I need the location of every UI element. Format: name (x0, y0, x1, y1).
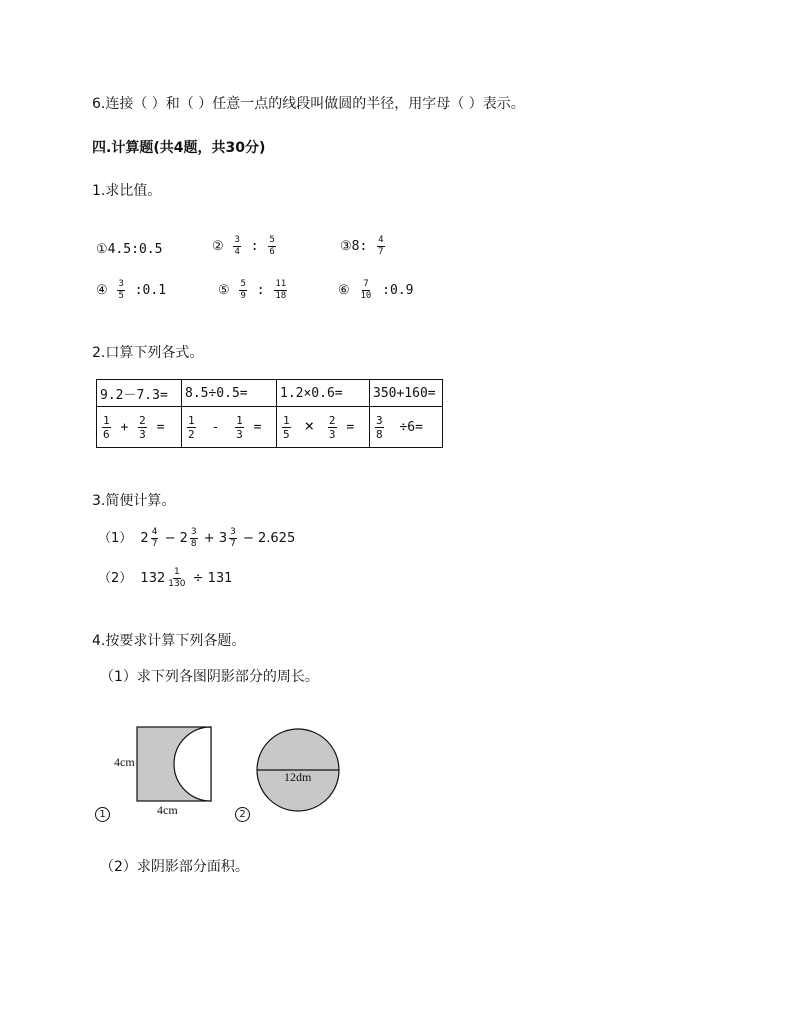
table-cell (97, 407, 182, 448)
whole-number: 2 (179, 531, 188, 546)
fraction: $\frac{1}{130}$ (168, 567, 186, 589)
ratio-item-6 (338, 280, 413, 301)
problem-4-title: 4.按要求计算下列各题。 (92, 633, 246, 649)
operator: + (203, 531, 215, 546)
equals-sign: = (253, 419, 262, 435)
circled-number: 2 (235, 807, 250, 822)
expression-tail: − 2.625 (242, 531, 296, 546)
table-row (97, 407, 443, 448)
fraction: $\frac{1}{3}$ (236, 413, 243, 441)
table-cell (277, 407, 370, 448)
section-4-title: 四.计算题(共4题，共30分) (92, 140, 266, 156)
table-cell (182, 407, 277, 448)
ratio-item-2 (212, 236, 278, 257)
question-6-number: 6. (92, 96, 106, 112)
figure-1-side-label: 4cm (114, 755, 135, 769)
fraction: $\frac{7}{10}$ (360, 279, 372, 301)
table-cell: 9.2－7.3= (97, 380, 182, 407)
ratio-item-4 (96, 280, 166, 301)
mental-math-table (96, 379, 443, 448)
problem-4-sub-1: （1）求下列各图阴影部分的周长。 (100, 669, 319, 685)
figure-2-mark (235, 806, 253, 822)
item-mark: ⑤ (218, 283, 230, 298)
figure-2-diameter-label: 12dm (284, 770, 312, 784)
ratio-expression: 4.5:0.5 (107, 242, 163, 257)
fraction: $\frac{4}{7}$ (151, 527, 158, 549)
item-mark: ③ (340, 239, 352, 254)
fraction: $\frac{5}{6}$ (269, 235, 275, 257)
problem-4-sub-2: （2）求阴影部分面积。 (100, 859, 249, 875)
ratio-suffix: :0.1 (134, 283, 167, 298)
problem-3-title: 3.简便计算。 (92, 493, 176, 509)
circled-number: 1 (95, 807, 110, 822)
fraction: $\frac{3}{8}$ (376, 413, 383, 441)
whole-number: 132 (140, 571, 166, 586)
operator: + (120, 419, 129, 435)
item-mark: ② (212, 239, 224, 254)
problem-1-title: 1.求比值。 (92, 183, 162, 199)
problem-2-title: 2.口算下列各式。 (92, 345, 204, 361)
expression-tail: ÷ 131 (192, 571, 233, 586)
equals-sign: = (156, 419, 165, 435)
simplify-expression-2 (98, 567, 232, 589)
ratio-suffix: :0.9 (382, 283, 414, 298)
division-tail: ÷6= (399, 419, 423, 435)
table-cell: 8.5÷0.5= (182, 380, 277, 407)
ratio-sign: : (250, 239, 259, 254)
ratio-item-5 (218, 280, 289, 301)
question-6 (92, 93, 525, 113)
fraction: $\frac{3}{7}$ (230, 527, 236, 549)
table-cell: 350+160= (370, 380, 443, 407)
fraction: $\frac{3}{4}$ (234, 235, 240, 257)
ratio-sign: : (256, 283, 265, 298)
operator: × (304, 415, 315, 435)
whole-number: 3 (218, 531, 228, 546)
fraction: $\frac{5}{9}$ (240, 279, 246, 301)
whole-number: 2 (140, 531, 149, 546)
table-row (97, 380, 443, 407)
expression-label: （1） (98, 531, 133, 546)
fraction: $\frac{2}{3}$ (328, 413, 336, 441)
simplify-expression-1 (98, 527, 295, 549)
item-mark: ① (96, 242, 108, 257)
operator: - (211, 419, 220, 435)
ratio-item-3 (340, 236, 387, 257)
fraction: $\frac{1}{6}$ (103, 413, 110, 441)
operator: − (164, 531, 176, 546)
item-mark: ⑥ (338, 283, 350, 298)
ratio-item-1 (96, 242, 162, 257)
expression-label: （2） (98, 571, 133, 586)
fraction: $\frac{3}{8}$ (190, 527, 197, 549)
equals-sign: = (346, 419, 355, 435)
figure-1-mark (95, 806, 113, 822)
table-cell (370, 407, 443, 448)
fraction: $\frac{2}{3}$ (139, 413, 146, 441)
fraction: $\frac{4}{7}$ (378, 235, 384, 257)
table-cell: 1.2×0.6= (277, 380, 370, 407)
figure-1-bottom-label: 4cm (157, 803, 178, 817)
fraction: $\frac{1}{5}$ (283, 413, 290, 441)
fraction: $\frac{1}{2}$ (188, 413, 195, 441)
fraction: $\frac{3}{5}$ (118, 279, 124, 301)
fraction: $\frac{11}{18}$ (275, 279, 287, 301)
item-mark: ④ (96, 283, 108, 298)
question-6-text: 连接（ ）和（ ）任意一点的线段叫做圆的半径，用字母（ ）表示。 (105, 96, 525, 112)
figure-1-square-with-semicircle (136, 726, 214, 804)
ratio-prefix: 8: (351, 239, 368, 254)
